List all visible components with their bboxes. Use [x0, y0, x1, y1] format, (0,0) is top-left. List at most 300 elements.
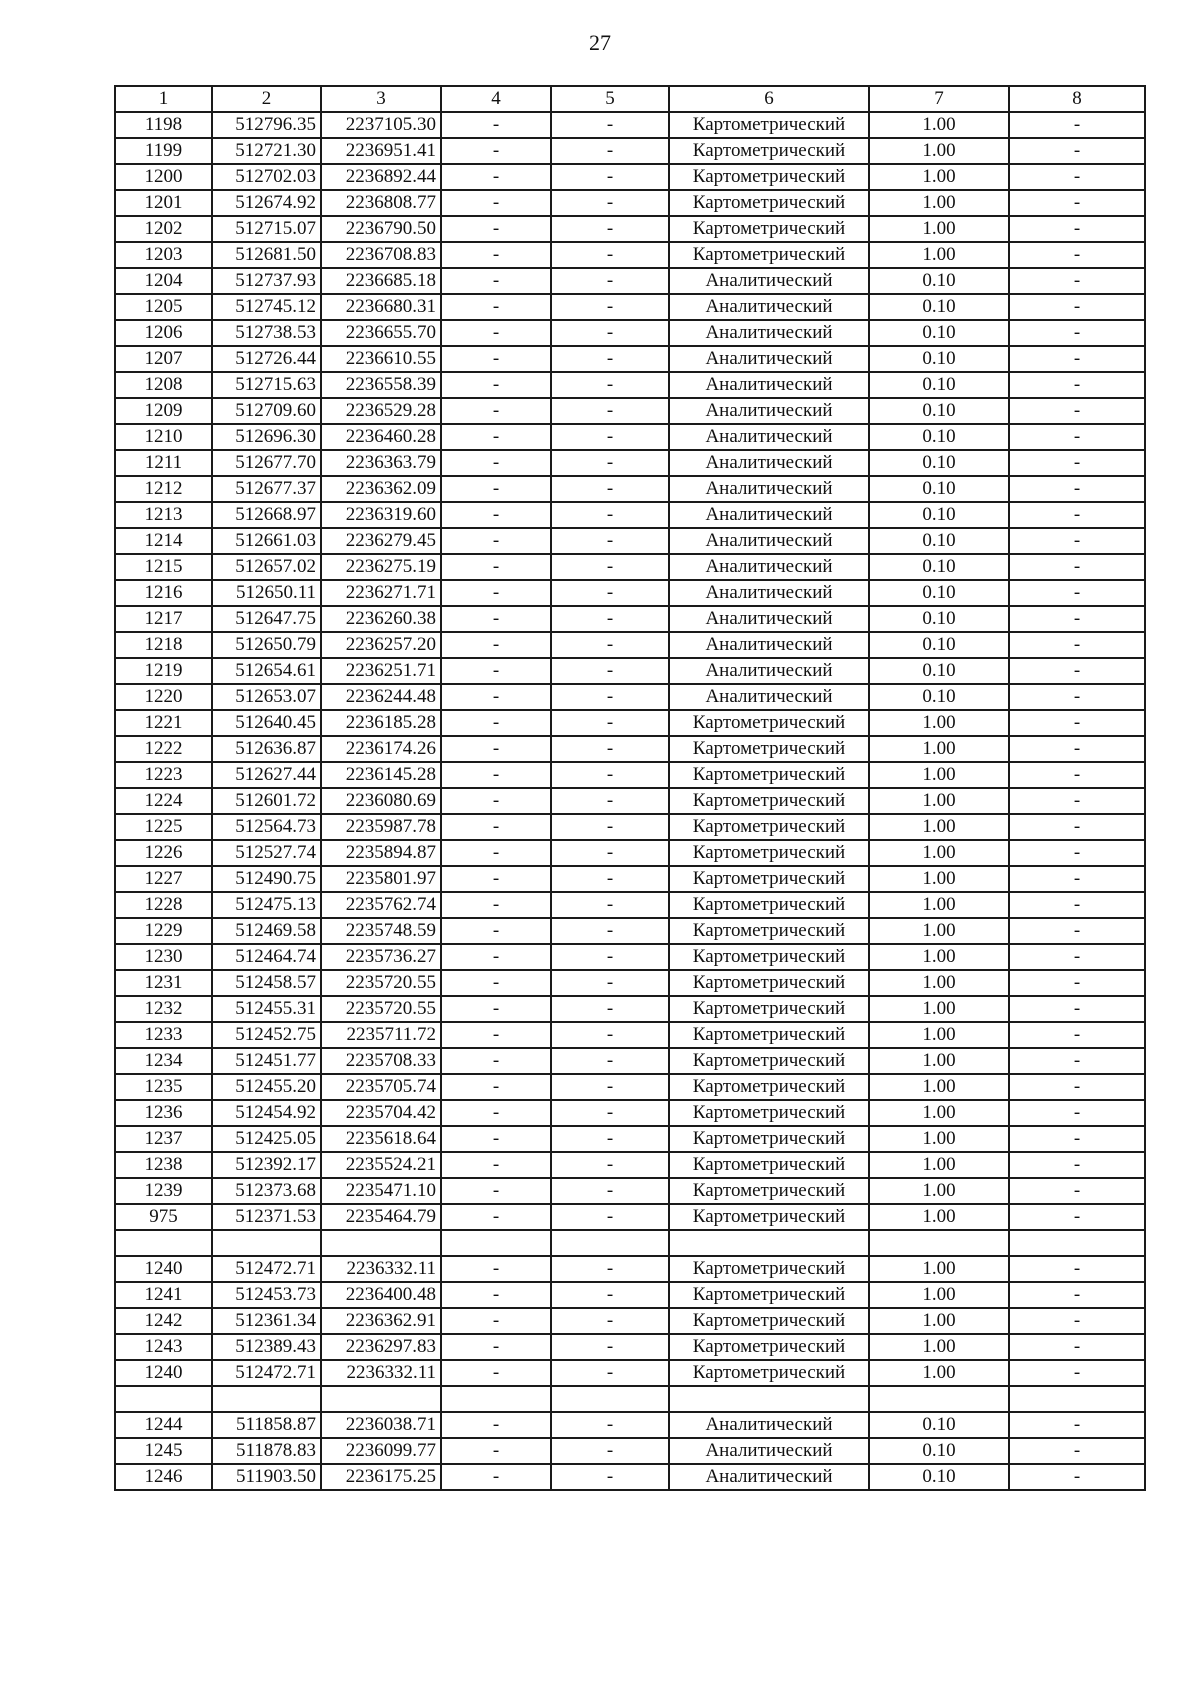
- cell-col-5-value: -: [551, 554, 669, 580]
- cell-col-8-value: -: [1009, 294, 1145, 320]
- cell-col-5-value: -: [551, 346, 669, 372]
- table-row: [115, 866, 1145, 892]
- cell-col-5-value: -: [551, 970, 669, 996]
- cell-col-8-value: -: [1009, 1048, 1145, 1074]
- cell-col-5-value: -: [551, 112, 669, 138]
- table-row: [115, 1282, 1145, 1308]
- cell-accuracy: 0.10: [869, 658, 1009, 684]
- cell-point-number: 1232: [115, 996, 212, 1022]
- cell-col-8-value: -: [1009, 658, 1145, 684]
- cell-accuracy: 1.00: [869, 1282, 1009, 1308]
- cell-x-coordinate: 512601.72: [212, 788, 321, 814]
- cell-col-5-value: -: [551, 1022, 669, 1048]
- cell-y-coordinate: 2236244.48: [321, 684, 441, 710]
- cell-method: Картометрический: [669, 944, 869, 970]
- cell-y-coordinate: 2236892.44: [321, 164, 441, 190]
- cell-accuracy: 1.00: [869, 1048, 1009, 1074]
- column-header-1: 1: [115, 86, 212, 112]
- table-row: [115, 424, 1145, 450]
- table-row: [115, 112, 1145, 138]
- table-row: [115, 1022, 1145, 1048]
- cell-y-coordinate: 2235748.59: [321, 918, 441, 944]
- column-header-3: 3: [321, 86, 441, 112]
- cell-col-4-value: -: [441, 1256, 551, 1282]
- cell-col-5-value: -: [551, 866, 669, 892]
- cell-method: Картометрический: [669, 1048, 869, 1074]
- cell-point-number: 1224: [115, 788, 212, 814]
- cell-x-coordinate: 512454.92: [212, 1100, 321, 1126]
- cell-x-coordinate: 512726.44: [212, 346, 321, 372]
- cell-col-8-value: -: [1009, 814, 1145, 840]
- cell-method: Картометрический: [669, 1100, 869, 1126]
- cell-col-8-value: -: [1009, 866, 1145, 892]
- cell-y-coordinate: 2236038.71: [321, 1412, 441, 1438]
- cell-col-5-value: -: [551, 632, 669, 658]
- cell-col-5-value: -: [551, 268, 669, 294]
- cell-method: Картометрический: [669, 1178, 869, 1204]
- cell-method: Аналитический: [669, 294, 869, 320]
- cell-col-4-value: [441, 1386, 551, 1412]
- cell-accuracy: 0.10: [869, 476, 1009, 502]
- table-row: [115, 1152, 1145, 1178]
- cell-col-8-value: -: [1009, 476, 1145, 502]
- cell-x-coordinate: 512702.03: [212, 164, 321, 190]
- cell-col-4-value: -: [441, 762, 551, 788]
- table-row: [115, 606, 1145, 632]
- cell-method: Картометрический: [669, 814, 869, 840]
- table-row: [115, 1048, 1145, 1074]
- cell-col-4-value: -: [441, 996, 551, 1022]
- cell-col-4-value: -: [441, 164, 551, 190]
- cell-y-coordinate: 2236362.91: [321, 1308, 441, 1334]
- cell-x-coordinate: 512490.75: [212, 866, 321, 892]
- cell-point-number: 1241: [115, 1282, 212, 1308]
- cell-col-8-value: -: [1009, 554, 1145, 580]
- cell-x-coordinate: 512721.30: [212, 138, 321, 164]
- cell-col-8-value: -: [1009, 1282, 1145, 1308]
- table-body: [115, 112, 1145, 1490]
- cell-point-number: 1222: [115, 736, 212, 762]
- cell-col-4-value: -: [441, 970, 551, 996]
- cell-x-coordinate: 512464.74: [212, 944, 321, 970]
- cell-col-4-value: -: [441, 1282, 551, 1308]
- table-row: [115, 554, 1145, 580]
- cell-col-5-value: -: [551, 398, 669, 424]
- cell-col-4-value: -: [441, 840, 551, 866]
- cell-col-4-value: -: [441, 866, 551, 892]
- table-row: [115, 372, 1145, 398]
- cell-col-4-value: -: [441, 684, 551, 710]
- cell-col-5-value: -: [551, 1074, 669, 1100]
- cell-accuracy: 1.00: [869, 138, 1009, 164]
- cell-col-8-value: -: [1009, 970, 1145, 996]
- cell-x-coordinate: 512745.12: [212, 294, 321, 320]
- cell-col-4-value: -: [441, 190, 551, 216]
- table-row: [115, 918, 1145, 944]
- cell-y-coordinate: 2235708.33: [321, 1048, 441, 1074]
- cell-col-8-value: -: [1009, 580, 1145, 606]
- cell-x-coordinate: 512715.07: [212, 216, 321, 242]
- cell-y-coordinate: 2235464.79: [321, 1204, 441, 1230]
- cell-col-4-value: -: [441, 736, 551, 762]
- cell-col-5-value: -: [551, 1412, 669, 1438]
- cell-col-8-value: -: [1009, 1074, 1145, 1100]
- cell-x-coordinate: 512636.87: [212, 736, 321, 762]
- cell-col-8-value: -: [1009, 1178, 1145, 1204]
- table-row: [115, 1438, 1145, 1464]
- cell-col-4-value: -: [441, 1178, 551, 1204]
- table-row: [115, 268, 1145, 294]
- page-number: 27: [589, 30, 611, 55]
- cell-col-4-value: -: [441, 372, 551, 398]
- table-row: [115, 710, 1145, 736]
- cell-y-coordinate: 2236145.28: [321, 762, 441, 788]
- cell-col-5-value: -: [551, 164, 669, 190]
- cell-col-4-value: -: [441, 346, 551, 372]
- cell-col-8-value: -: [1009, 112, 1145, 138]
- cell-col-5-value: -: [551, 996, 669, 1022]
- cell-y-coordinate: 2236185.28: [321, 710, 441, 736]
- cell-accuracy: 1.00: [869, 1074, 1009, 1100]
- cell-col-8-value: -: [1009, 1100, 1145, 1126]
- cell-col-8-value: -: [1009, 684, 1145, 710]
- cell-col-8-value: -: [1009, 320, 1145, 346]
- cell-point-number: 1238: [115, 1152, 212, 1178]
- table-row: [115, 1334, 1145, 1360]
- cell-y-coordinate: 2236951.41: [321, 138, 441, 164]
- cell-y-coordinate: 2235736.27: [321, 944, 441, 970]
- cell-accuracy: 1.00: [869, 164, 1009, 190]
- cell-x-coordinate: 512527.74: [212, 840, 321, 866]
- cell-accuracy: 0.10: [869, 450, 1009, 476]
- cell-y-coordinate: 2236275.19: [321, 554, 441, 580]
- cell-point-number: 1198: [115, 112, 212, 138]
- cell-accuracy: 1.00: [869, 840, 1009, 866]
- cell-y-coordinate: 2235704.42: [321, 1100, 441, 1126]
- cell-col-8-value: -: [1009, 450, 1145, 476]
- cell-method: Картометрический: [669, 710, 869, 736]
- cell-col-4-value: -: [441, 320, 551, 346]
- cell-accuracy: 0.10: [869, 502, 1009, 528]
- cell-point-number: 1206: [115, 320, 212, 346]
- cell-col-4-value: -: [441, 1204, 551, 1230]
- cell-x-coordinate: 512455.31: [212, 996, 321, 1022]
- cell-col-8-value: -: [1009, 1464, 1145, 1490]
- cell-x-coordinate: [212, 1230, 321, 1256]
- table-row: [115, 814, 1145, 840]
- cell-y-coordinate: [321, 1386, 441, 1412]
- table-row: [115, 450, 1145, 476]
- cell-method: Картометрический: [669, 138, 869, 164]
- cell-accuracy: 1.00: [869, 866, 1009, 892]
- table-row: [115, 528, 1145, 554]
- cell-y-coordinate: 2236174.26: [321, 736, 441, 762]
- cell-col-8-value: -: [1009, 1022, 1145, 1048]
- cell-y-coordinate: 2235524.21: [321, 1152, 441, 1178]
- table-row: [115, 164, 1145, 190]
- cell-col-5-value: -: [551, 918, 669, 944]
- cell-point-number: 1218: [115, 632, 212, 658]
- cell-method: Картометрический: [669, 164, 869, 190]
- table-row: [115, 1308, 1145, 1334]
- cell-col-4-value: -: [441, 580, 551, 606]
- cell-y-coordinate: 2235894.87: [321, 840, 441, 866]
- column-header-8: 8: [1009, 86, 1145, 112]
- table-row: [115, 242, 1145, 268]
- cell-col-8-value: -: [1009, 346, 1145, 372]
- cell-point-number: 1233: [115, 1022, 212, 1048]
- cell-x-coordinate: 512455.20: [212, 1074, 321, 1100]
- cell-point-number: 1215: [115, 554, 212, 580]
- cell-col-8-value: -: [1009, 1360, 1145, 1386]
- cell-point-number: 1217: [115, 606, 212, 632]
- cell-x-coordinate: 512715.63: [212, 372, 321, 398]
- cell-col-4-value: [441, 1230, 551, 1256]
- cell-accuracy: 0.10: [869, 580, 1009, 606]
- cell-y-coordinate: [321, 1230, 441, 1256]
- cell-col-5-value: -: [551, 736, 669, 762]
- cell-col-4-value: -: [441, 450, 551, 476]
- cell-accuracy: 1.00: [869, 1178, 1009, 1204]
- cell-accuracy: 0.10: [869, 632, 1009, 658]
- cell-col-4-value: -: [441, 788, 551, 814]
- cell-y-coordinate: 2236529.28: [321, 398, 441, 424]
- cell-method: Картометрический: [669, 1308, 869, 1334]
- cell-accuracy: 1.00: [869, 190, 1009, 216]
- column-header-7: 7: [869, 86, 1009, 112]
- cell-col-8-value: -: [1009, 398, 1145, 424]
- cell-col-5-value: -: [551, 1152, 669, 1178]
- table-row: [115, 1100, 1145, 1126]
- cell-col-4-value: -: [441, 1074, 551, 1100]
- cell-col-5-value: -: [551, 190, 669, 216]
- cell-x-coordinate: 512392.17: [212, 1152, 321, 1178]
- cell-x-coordinate: 512681.50: [212, 242, 321, 268]
- cell-col-5-value: -: [551, 684, 669, 710]
- cell-col-8-value: -: [1009, 788, 1145, 814]
- cell-method: Аналитический: [669, 632, 869, 658]
- cell-method: Аналитический: [669, 1438, 869, 1464]
- cell-col-5-value: -: [551, 1256, 669, 1282]
- cell-col-4-value: -: [441, 268, 551, 294]
- cell-x-coordinate: 512389.43: [212, 1334, 321, 1360]
- cell-x-coordinate: 512796.35: [212, 112, 321, 138]
- column-header-5: 5: [551, 86, 669, 112]
- cell-col-4-value: -: [441, 710, 551, 736]
- cell-point-number: 1236: [115, 1100, 212, 1126]
- cell-col-5-value: -: [551, 762, 669, 788]
- cell-col-5-value: -: [551, 606, 669, 632]
- cell-col-5-value: [551, 1230, 669, 1256]
- cell-x-coordinate: 512653.07: [212, 684, 321, 710]
- cell-method: Картометрический: [669, 112, 869, 138]
- cell-point-number: 1226: [115, 840, 212, 866]
- cell-point-number: [115, 1230, 212, 1256]
- column-header-2: 2: [212, 86, 321, 112]
- cell-point-number: [115, 1386, 212, 1412]
- cell-col-4-value: -: [441, 554, 551, 580]
- cell-col-4-value: -: [441, 424, 551, 450]
- cell-y-coordinate: 2235720.55: [321, 996, 441, 1022]
- table-row: [115, 632, 1145, 658]
- cell-col-8-value: -: [1009, 632, 1145, 658]
- cell-point-number: 1239: [115, 1178, 212, 1204]
- cell-col-4-value: -: [441, 1412, 551, 1438]
- cell-accuracy: 1.00: [869, 736, 1009, 762]
- cell-accuracy: 0.10: [869, 294, 1009, 320]
- cell-point-number: 1205: [115, 294, 212, 320]
- cell-col-5-value: -: [551, 1048, 669, 1074]
- cell-point-number: 1246: [115, 1464, 212, 1490]
- cell-col-4-value: -: [441, 658, 551, 684]
- cell-method: Аналитический: [669, 528, 869, 554]
- cell-method: Картометрический: [669, 970, 869, 996]
- cell-col-4-value: -: [441, 1334, 551, 1360]
- cell-y-coordinate: 2236680.31: [321, 294, 441, 320]
- cell-accuracy: 1.00: [869, 1334, 1009, 1360]
- cell-accuracy: 1.00: [869, 1126, 1009, 1152]
- table-row: [115, 762, 1145, 788]
- cell-col-4-value: -: [441, 1152, 551, 1178]
- cell-point-number: 1208: [115, 372, 212, 398]
- cell-col-4-value: -: [441, 294, 551, 320]
- cell-x-coordinate: [212, 1386, 321, 1412]
- cell-col-8-value: -: [1009, 216, 1145, 242]
- cell-col-5-value: -: [551, 242, 669, 268]
- cell-point-number: 1202: [115, 216, 212, 242]
- cell-method: Аналитический: [669, 450, 869, 476]
- cell-col-8-value: -: [1009, 372, 1145, 398]
- table-row: [115, 294, 1145, 320]
- cell-x-coordinate: 512668.97: [212, 502, 321, 528]
- cell-point-number: 1214: [115, 528, 212, 554]
- cell-method: Аналитический: [669, 372, 869, 398]
- cell-y-coordinate: 2236279.45: [321, 528, 441, 554]
- cell-col-8-value: -: [1009, 164, 1145, 190]
- cell-point-number: 1230: [115, 944, 212, 970]
- cell-method: Картометрический: [669, 1074, 869, 1100]
- cell-y-coordinate: 2236363.79: [321, 450, 441, 476]
- cell-y-coordinate: 2236655.70: [321, 320, 441, 346]
- cell-method: Аналитический: [669, 476, 869, 502]
- cell-point-number: 1235: [115, 1074, 212, 1100]
- cell-point-number: 1240: [115, 1360, 212, 1386]
- cell-col-5-value: -: [551, 1178, 669, 1204]
- cell-accuracy: 0.10: [869, 424, 1009, 450]
- cell-y-coordinate: 2236297.83: [321, 1334, 441, 1360]
- table-row: [115, 476, 1145, 502]
- cell-accuracy: 0.10: [869, 1438, 1009, 1464]
- cell-col-8-value: -: [1009, 190, 1145, 216]
- cell-point-number: 1203: [115, 242, 212, 268]
- cell-y-coordinate: 2235471.10: [321, 1178, 441, 1204]
- cell-col-4-value: -: [441, 1438, 551, 1464]
- cell-y-coordinate: 2236362.09: [321, 476, 441, 502]
- cell-col-8-value: -: [1009, 268, 1145, 294]
- cell-method: Картометрический: [669, 1204, 869, 1230]
- cell-accuracy: 0.10: [869, 372, 1009, 398]
- cell-y-coordinate: 2235987.78: [321, 814, 441, 840]
- cell-point-number: 1223: [115, 762, 212, 788]
- table-row: [115, 216, 1145, 242]
- table-header-row: [115, 86, 1145, 112]
- cell-accuracy: 1.00: [869, 1152, 1009, 1178]
- table-row: [115, 1360, 1145, 1386]
- cell-col-8-value: -: [1009, 606, 1145, 632]
- cell-x-coordinate: 512677.37: [212, 476, 321, 502]
- cell-y-coordinate: 2236332.11: [321, 1360, 441, 1386]
- cell-point-number: 1225: [115, 814, 212, 840]
- cell-col-8-value: -: [1009, 1152, 1145, 1178]
- cell-col-5-value: [551, 1386, 669, 1412]
- cell-col-4-value: -: [441, 944, 551, 970]
- cell-accuracy: 1.00: [869, 918, 1009, 944]
- table-row: [115, 346, 1145, 372]
- table-row: [115, 1464, 1145, 1490]
- table-row: [115, 580, 1145, 606]
- table-row: [115, 190, 1145, 216]
- cell-x-coordinate: 512627.44: [212, 762, 321, 788]
- cell-point-number: 1220: [115, 684, 212, 710]
- cell-col-5-value: -: [551, 944, 669, 970]
- cell-method: Картометрический: [669, 762, 869, 788]
- column-header-4: 4: [441, 86, 551, 112]
- cell-y-coordinate: 2236260.38: [321, 606, 441, 632]
- cell-col-4-value: -: [441, 1464, 551, 1490]
- cell-accuracy: 1.00: [869, 710, 1009, 736]
- cell-accuracy: 1.00: [869, 788, 1009, 814]
- cell-x-coordinate: 511878.83: [212, 1438, 321, 1464]
- cell-point-number: 1209: [115, 398, 212, 424]
- cell-accuracy: 0.10: [869, 320, 1009, 346]
- cell-col-5-value: -: [551, 138, 669, 164]
- cell-point-number: 1210: [115, 424, 212, 450]
- cell-x-coordinate: 512425.05: [212, 1126, 321, 1152]
- cell-col-5-value: -: [551, 216, 669, 242]
- cell-y-coordinate: 2236400.48: [321, 1282, 441, 1308]
- column-header-6: 6: [669, 86, 869, 112]
- cell-accuracy: 1.00: [869, 1360, 1009, 1386]
- cell-y-coordinate: 2236257.20: [321, 632, 441, 658]
- cell-point-number: 1237: [115, 1126, 212, 1152]
- cell-x-coordinate: 512373.68: [212, 1178, 321, 1204]
- cell-col-4-value: -: [441, 1022, 551, 1048]
- cell-x-coordinate: 512677.70: [212, 450, 321, 476]
- cell-point-number: 1199: [115, 138, 212, 164]
- cell-col-5-value: -: [551, 1464, 669, 1490]
- cell-method: Аналитический: [669, 554, 869, 580]
- cell-point-number: 1228: [115, 892, 212, 918]
- cell-col-5-value: -: [551, 502, 669, 528]
- cell-col-8-value: -: [1009, 1412, 1145, 1438]
- cell-x-coordinate: 511858.87: [212, 1412, 321, 1438]
- cell-point-number: 1244: [115, 1412, 212, 1438]
- cell-method: Аналитический: [669, 398, 869, 424]
- cell-accuracy: [869, 1386, 1009, 1412]
- cell-col-4-value: -: [441, 1360, 551, 1386]
- cell-x-coordinate: 512472.71: [212, 1360, 321, 1386]
- cell-method: Картометрический: [669, 1282, 869, 1308]
- table-row: [115, 1204, 1145, 1230]
- table-row: [115, 1178, 1145, 1204]
- cell-accuracy: 0.10: [869, 1412, 1009, 1438]
- cell-method: Аналитический: [669, 1412, 869, 1438]
- cell-col-4-value: -: [441, 1048, 551, 1074]
- cell-y-coordinate: 2235618.64: [321, 1126, 441, 1152]
- cell-y-coordinate: 2236271.71: [321, 580, 441, 606]
- cell-y-coordinate: 2237105.30: [321, 112, 441, 138]
- cell-accuracy: 1.00: [869, 1100, 1009, 1126]
